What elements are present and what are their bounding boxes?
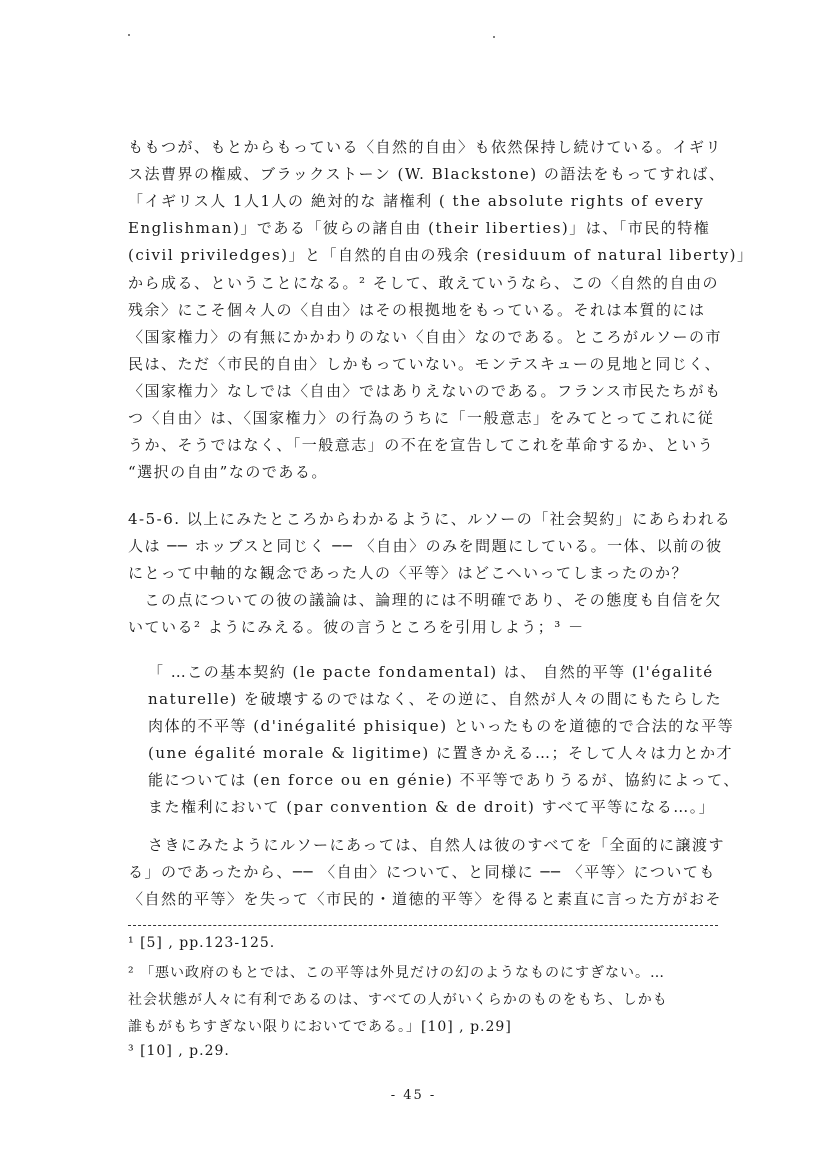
text-line: 〈国家権力〉なしでは〈自由〉ではありえないのである。フランス市民たちがも <box>128 382 722 400</box>
text-line: いている² ようにみえる。彼の言うところを引用しよう；³ － <box>128 618 585 636</box>
page-number: - 45 - <box>390 1088 437 1103</box>
text-line: 〈国家権力〉の有無にかかわりのない〈自由〉なのである。ところがルソーの市 <box>128 328 723 346</box>
footnote-line: ³ [10] , p.29. <box>128 1043 230 1059</box>
quote-line: (une égalité morale & ligitime) に置きかえる…；そして人々は力とか才 <box>148 744 733 762</box>
text-line: 人は ── ホッブスと同じく ── 〈自由〉のみを問題にしている。一体、以前の彼 <box>128 537 723 555</box>
quote-line: 「 …この基本契約 (le pacte fondamental) は、 自然的平等 (l'égalité <box>148 663 714 681</box>
text-line: 残余〉にこそ個々人の〈自由〉はその根拠地をもっている。それは本質的には <box>128 301 706 319</box>
quote-line: また権利において (par convention & de droit) すべて平等になる…。」 <box>148 798 716 816</box>
text-line: から成る、ということになる。² そして、敢えていうなら、この〈自然的自由の <box>128 274 719 292</box>
text-line: 〈自然的平等〉を失って〈市民的・道徳的平等〉を得ると素直に言った方がおそ <box>128 890 723 908</box>
text-line: つ〈自由〉は、〈国家権力〉の行為のうちに「一般意志」をみてとってこれに従 <box>128 409 715 427</box>
text-line: 「イギリス人 1人1人の 絶対的な 諸権利 ( the absolute rights of every <box>128 192 705 210</box>
text-line: ス法曹界の権威、ブラックストーン (W. Blackstone) の語法をもってすれば、 <box>128 165 726 183</box>
text-line: Englishman)」である「彼らの諸自由 (their liberties)」は、「市民的特権 <box>128 219 711 237</box>
quote-line: naturelle) を破壊するのではなく、その逆に、自然が人々の間にもたらした <box>148 690 723 708</box>
text-line: “選択の自由”なのである。 <box>128 463 328 481</box>
text-line: にとって中軸的な観念であった人の〈平等〉はどこへいってしまったのか？ <box>128 564 688 582</box>
footnote-divider <box>128 925 718 926</box>
text-line: (civil priviledges)」と「自然的自由の残余 (residuum of natural liberty)」 <box>128 246 754 264</box>
text-line: ももつが、もとからもっている〈自然的自由〉も依然保持し続けている。イギリ <box>128 138 723 156</box>
footnote-line: ¹ [5] , pp.123-125. <box>128 935 276 951</box>
scan-speck <box>493 36 495 38</box>
text-line: この点についての彼の議論は、論理的には不明確であり、その態度も自信を欠 <box>128 591 722 609</box>
text-line: うか、そうではなく、「一般意志」の不在を宣告してこれを革命するか、という <box>128 436 715 454</box>
quote-line: 肉体的不平等 (d'inégalité phisique) といったものを道徳的で合法的な平等 <box>148 717 735 735</box>
quote-line: 能については (en force ou en génie) 不平等でありうるが、協約によって、 <box>148 771 740 789</box>
text-line: 4-5-6. 以上にみたところからわかるように、ルソーの「社会契約」にあらわれる <box>128 510 732 528</box>
text-line: る」のであったから、── 〈自由〉について、と同様に ── 〈平等〉についても <box>128 863 716 881</box>
footnote-line: 誰もがもちすぎない限りにおいてである。」[10] , p.29] <box>128 1019 512 1035</box>
text-line: 民は、ただ〈市民的自由〉しかもっていない。モンテスキューの見地と同じく、 <box>128 355 722 373</box>
footnote-line: ² 「悪い政府のもとでは、この平等は外見だけの幻のようなものにすぎない。… <box>128 965 666 981</box>
scan-speck <box>128 34 130 36</box>
text-line: さきにみたようにルソーにあっては、自然人は彼のすべてを「全面的に譲渡す <box>148 836 726 854</box>
footnote-line: 社会状態が人々に有利であるのは、すべての人がいくらかのものをもち、しかも <box>128 992 668 1008</box>
